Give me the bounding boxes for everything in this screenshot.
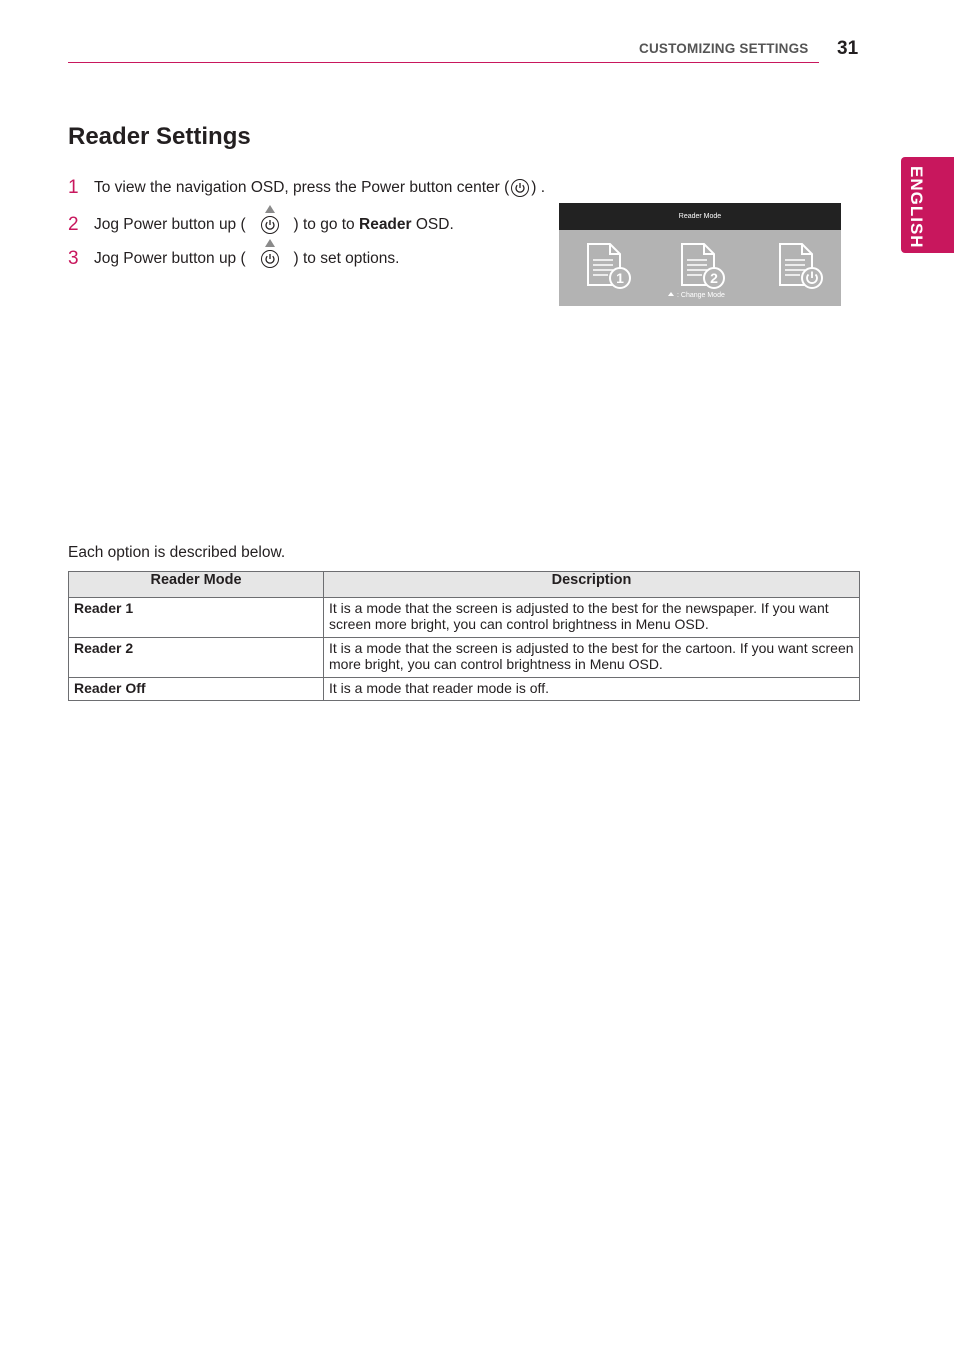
column-header-mode: Reader Mode (69, 572, 324, 598)
step-number: 3 (68, 248, 79, 269)
table-header-row (69, 572, 860, 598)
description-cell: It is a mode that the screen is adjusted to the best for the cartoon. If you want screen more bright, you can control brightness in Menu OSD. (324, 638, 860, 678)
table-row (69, 678, 860, 701)
osd-footer-text: : Change Mode (677, 292, 725, 299)
description-cell: It is a mode that reader mode is off. (324, 678, 860, 701)
table-row (69, 598, 860, 638)
column-header-description: Description (324, 572, 860, 598)
step-2 (68, 214, 454, 236)
step-text: Jog Power button up ( (94, 216, 246, 233)
section-title: CUSTOMIZING SETTINGS (639, 41, 809, 56)
power-button-up-icon (261, 216, 279, 234)
reader-2-document-icon (680, 243, 726, 296)
page-title: Reader Settings (68, 123, 251, 150)
step-bold-term: Reader (359, 216, 412, 233)
description-cell: It is a mode that the screen is adjusted to the best for the newspaper. If you want screen more bright, you can control brightness in Menu OSD. (324, 598, 860, 638)
header-divider (68, 62, 819, 63)
power-button-icon (511, 179, 529, 197)
step-text-mid: ) to go to (293, 216, 355, 233)
step-number: 1 (68, 177, 79, 198)
osd-screenshot (559, 203, 841, 306)
language-tab-label: ENGLISH (907, 166, 926, 249)
mode-cell: Reader Off (69, 678, 324, 701)
step-text: To view the navigation OSD, press the Power button center ( (94, 179, 510, 196)
reader-1-document-icon (586, 243, 632, 296)
table-row (69, 638, 860, 678)
reader-off-document-icon (778, 243, 824, 296)
reader-2-badge: 2 (710, 270, 718, 286)
step-1 (68, 177, 545, 199)
reader-mode-table (68, 571, 860, 701)
mode-cell: Reader 1 (69, 598, 324, 638)
step-3 (68, 248, 399, 270)
power-button-up-icon (261, 250, 279, 268)
osd-title: Reader Mode (559, 203, 841, 230)
mode-cell: Reader 2 (69, 638, 324, 678)
reader-1-badge: 1 (616, 270, 624, 286)
step-text-end: ) to set options. (293, 250, 400, 267)
page-number: 31 (837, 38, 859, 59)
osd-footer-hint (668, 292, 725, 299)
up-arrow-icon (668, 292, 674, 296)
intro-text: Each option is described below. (68, 544, 286, 561)
step-text: Jog Power button up ( (94, 250, 246, 267)
step-number: 2 (68, 214, 79, 235)
step-text-end: ) . (531, 179, 546, 196)
step-text-end: OSD. (415, 216, 454, 233)
